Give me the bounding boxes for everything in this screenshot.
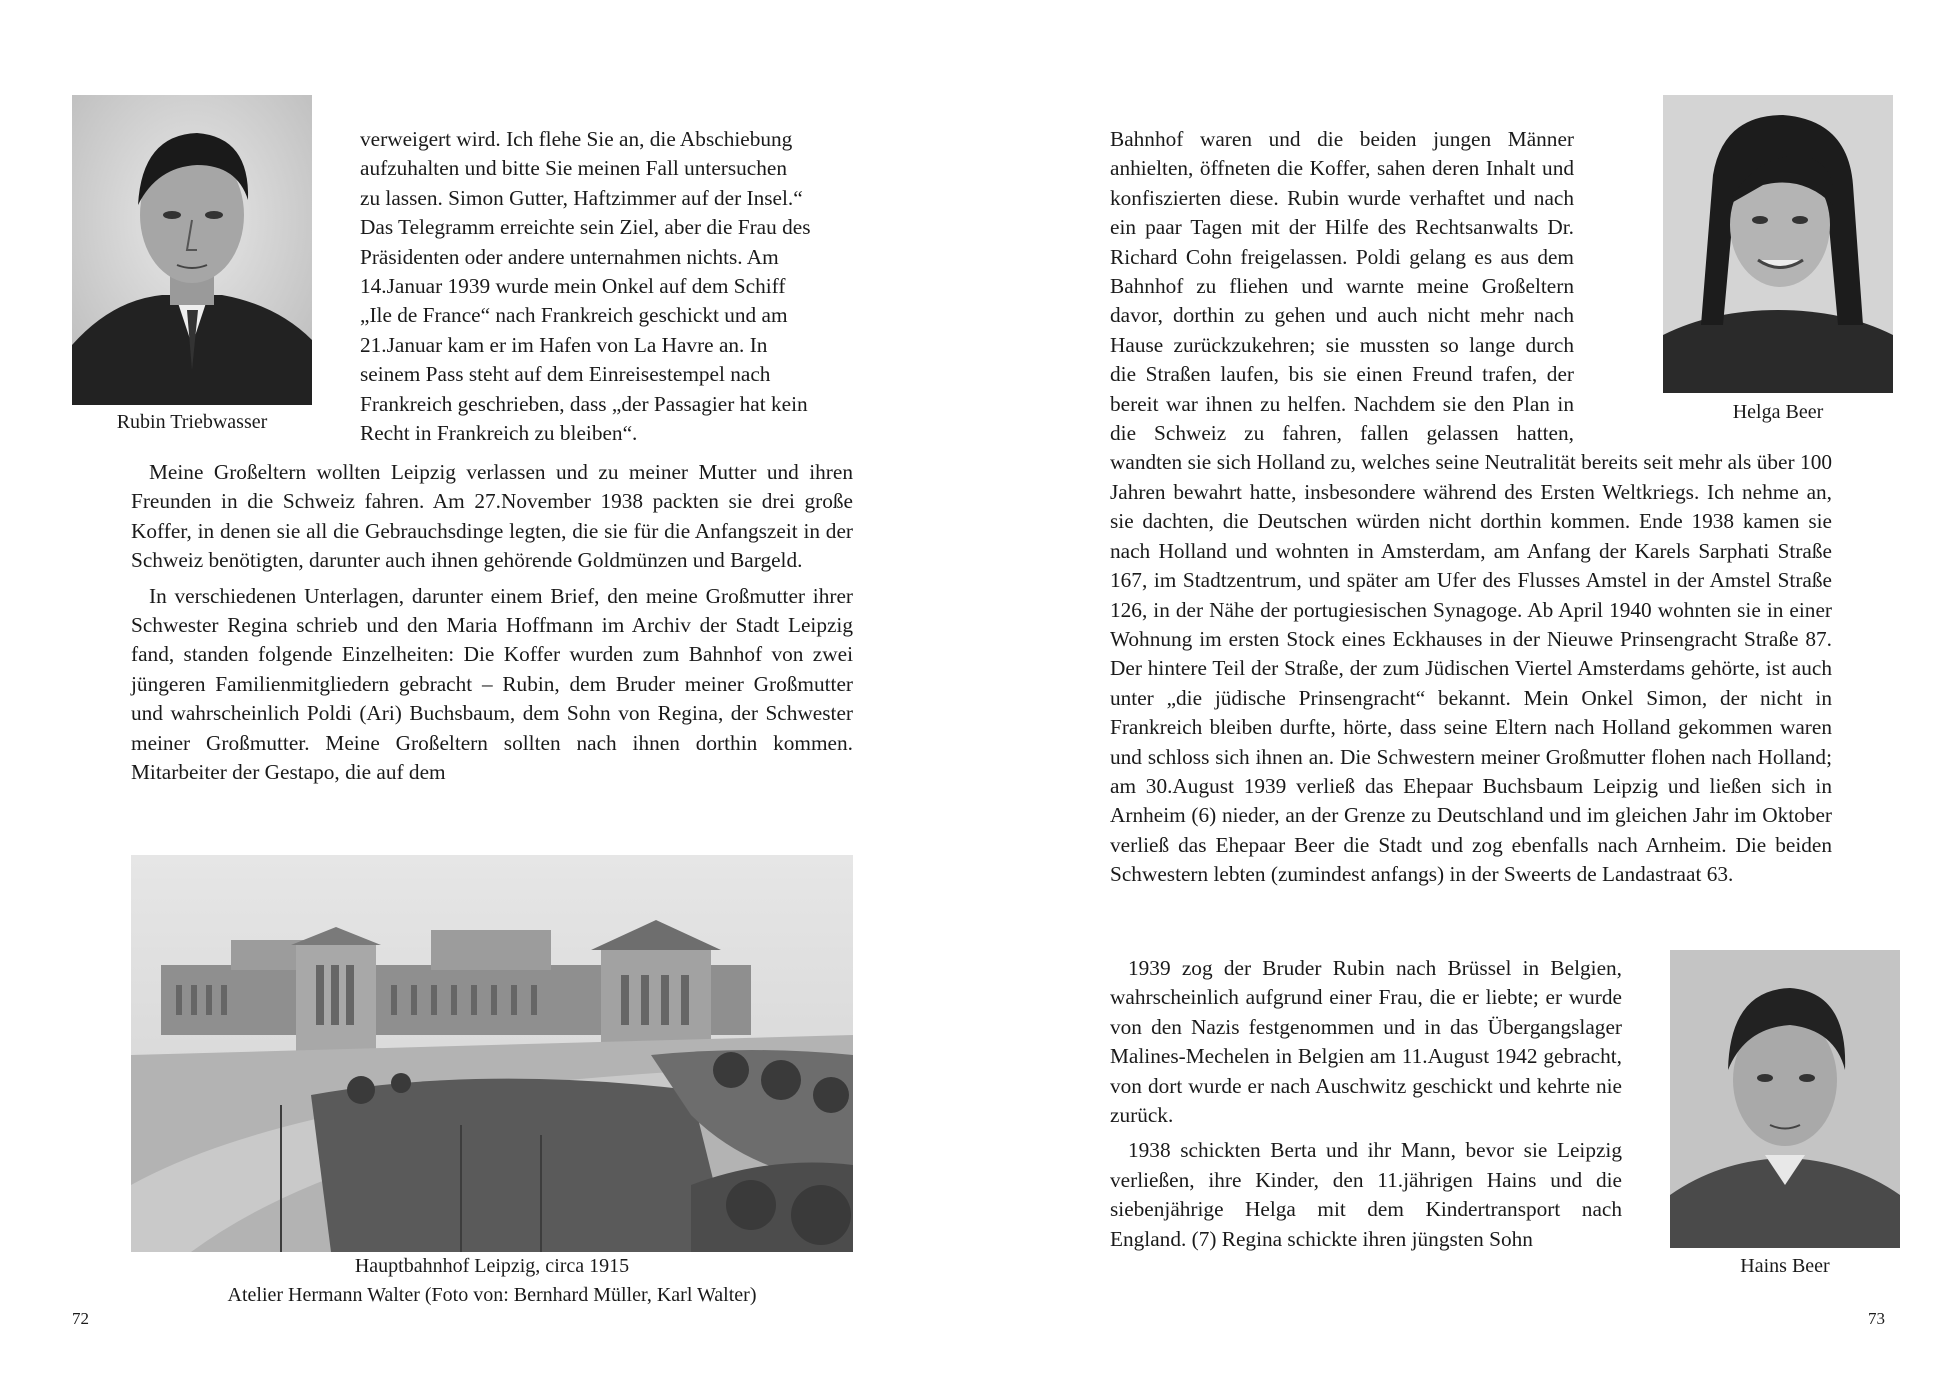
text-line: Recht in Frankreich zu bleiben“. <box>360 421 638 446</box>
left-top-column <box>360 125 852 448</box>
right-body-lower <box>1110 954 1622 1254</box>
text-line: aufzuhalten und bitte Sie meinen Fall untersuchen <box>360 156 787 181</box>
text-line: zu lassen. Simon Gutter, Haftzimmer auf der Insel.“ <box>360 185 803 210</box>
caption-hains: Hains Beer <box>1740 1255 1830 1277</box>
text-line: Das Telegramm erreichte sein Ziel, aber die Frau des <box>360 215 811 240</box>
photo-hauptbahnhof-leipzig <box>131 855 853 1252</box>
left-body <box>131 458 853 787</box>
paragraph: Bahnhof waren und die beiden jungen Männer anhielten, öffneten die Koffer, sahen deren Inhalt und konfiszierten diese. Rubin wurde verhaftet und nach ein paar Tagen mit der Hilfe des Rechtsanwalts Dr. Richard Cohn freigelassen. Poldi gelang es aus dem Bahnhof zu fliehen und warnte meine Großeltern davor, dorthin zu gehen und auch nicht mehr nach Hause zurückzukehren; sie mussten so lange durch die Straßen laufen, bis sie einen Freund trafen, der bereit war ihnen zu helfen. Nachdem sie den Plan in die Schweiz zu fahren, fallen gelassen hatten, wandten sie sich Holland zu, welches seine Neutralität bereits seit mehr als über 100 Jahren bewahrt hatte, insbesondere während des Ersten Weltkriegs. Ich nehme an, sie dachten, die Deutschen würden nicht dorthin kommen. Ende 1938 kamen sie nach Holland und wohnten in Amsterdam, am Anfang der Karels Sarphati Straße 167, im Stadtzentrum, und später am Ufer des Flusses Amstel in der Amstel Straße 126, in der Nähe der portugiesischen Synagoge. Ab April 1940 wohnten sie in einer Wohnung im ersten Stock eines Eckhauses in der Nieuwe Prinsengracht Straße 87. Der hintere Teil der Straße, der zum Jüdischen Viertel Amsterdams gehörte, ist auch unter „die jüdische Prinsengracht“ bekannt. Mein Onkel Simon, der nicht in Frankreich bleiben durfte, hörte, dass seine Eltern nach Holland gekommen waren und schloss sich ihnen an. Die Schwestern meiner Großmutter flohen nach Holland; am 30.August 1939 verließ das Ehepaar Buchsbaum Leipzig und ließen sich in Arnheim (6) nieder, an der Grenze zu Deutschland und im gleichen Jahr im Oktober verließ das Ehepaar Beer die Stadt und zog ebenfalls nach Arnheim. Die beiden Schwestern lebten (zumindest anfangs) in der Sweerts de Landastraat 63. <box>1110 127 1832 887</box>
text-line: 21.Januar kam er im Hafen von La Havre an. In <box>360 332 768 357</box>
text-line: seinem Pass steht auf dem Einreisestempel nach <box>360 362 771 387</box>
page-number: 73 <box>1868 1309 1885 1328</box>
right-body <box>1110 125 1832 890</box>
caption-station-line2: Atelier Hermann Walter (Foto von: Bernhard Müller, Karl Walter) <box>227 1284 757 1306</box>
page-number: 72 <box>72 1309 89 1328</box>
paragraph: 1939 zog der Bruder Rubin nach Brüssel in Belgien, wahrscheinlich aufgrund einer Frau, die er liebte; er wurde von den Nazis festgenommen und in das Übergangslager Malines-Mechelen in Belgien am 11.August 1942 gebracht, von dort wurde er nach Auschwitz geschickt und kehrte nie zurück. <box>1110 956 1622 1128</box>
text-line: „Ile de France“ nach Frankreich geschickt und am <box>360 303 788 328</box>
paragraph: Meine Großeltern wollten Leipzig verlassen und zu meiner Mutter und ihren Freunden in die Schweiz fahren. Am 27.November 1938 packten sie drei große Koffer, in denen sie all die Gebrauchsdinge legten, die sie für die Anfangszeit in der Schweiz benötigten, darunter auch ihnen gehörende Goldmünzen und Bargeld. <box>131 460 853 573</box>
text-line: verweigert wird. Ich flehe Sie an, die Abschiebung <box>360 127 793 151</box>
float-spacer <box>1574 125 1832 430</box>
text-line: Frankreich geschrieben, dass „der Passagier hat kein <box>360 391 808 416</box>
photo-rubin-triebwasser <box>72 95 312 405</box>
text-line: Präsidenten oder andere unternahmen nichts. Am <box>360 244 779 269</box>
paragraph: In verschiedenen Unterlagen, darunter einem Brief, den meine Großmutter ihrer Schwester Regina schrieb und den Maria Hoffmann im Archiv der Stadt Leipzig fand, standen folgende Einzelheiten: Die Koffer wurden zum Bahnhof von zwei jüngeren Familienmitgliedern gebracht – Rubin, dem Bruder meiner Großmutter und wahrscheinlich Poldi (Ari) Buchsbaum, dem Sohn von Regina, der Schwester meiner Großmutter. Meine Großeltern sollten nach ihnen dorthin kommen. Mitarbeiter der Gestapo, die auf dem <box>131 583 853 785</box>
caption-rubin: Rubin Triebwasser <box>116 411 268 433</box>
caption-helga: Helga Beer <box>1732 401 1824 423</box>
text-line: 14.Januar 1939 wurde mein Onkel auf dem Schiff <box>360 274 786 299</box>
right-page <box>980 0 1960 1396</box>
paragraph: 1938 schickten Berta und ihr Mann, bevor sie Leipzig verließen, ihre Kinder, den 11.jährigen Hains und die siebenjährige Helga mit dem Kindertransport nach England. (7) Regina schickte ihren jüngsten Sohn <box>1110 1138 1622 1251</box>
caption-station-line1: Hauptbahnhof Leipzig, circa 1915 <box>354 1255 630 1277</box>
photo-hains-beer <box>1670 950 1900 1248</box>
